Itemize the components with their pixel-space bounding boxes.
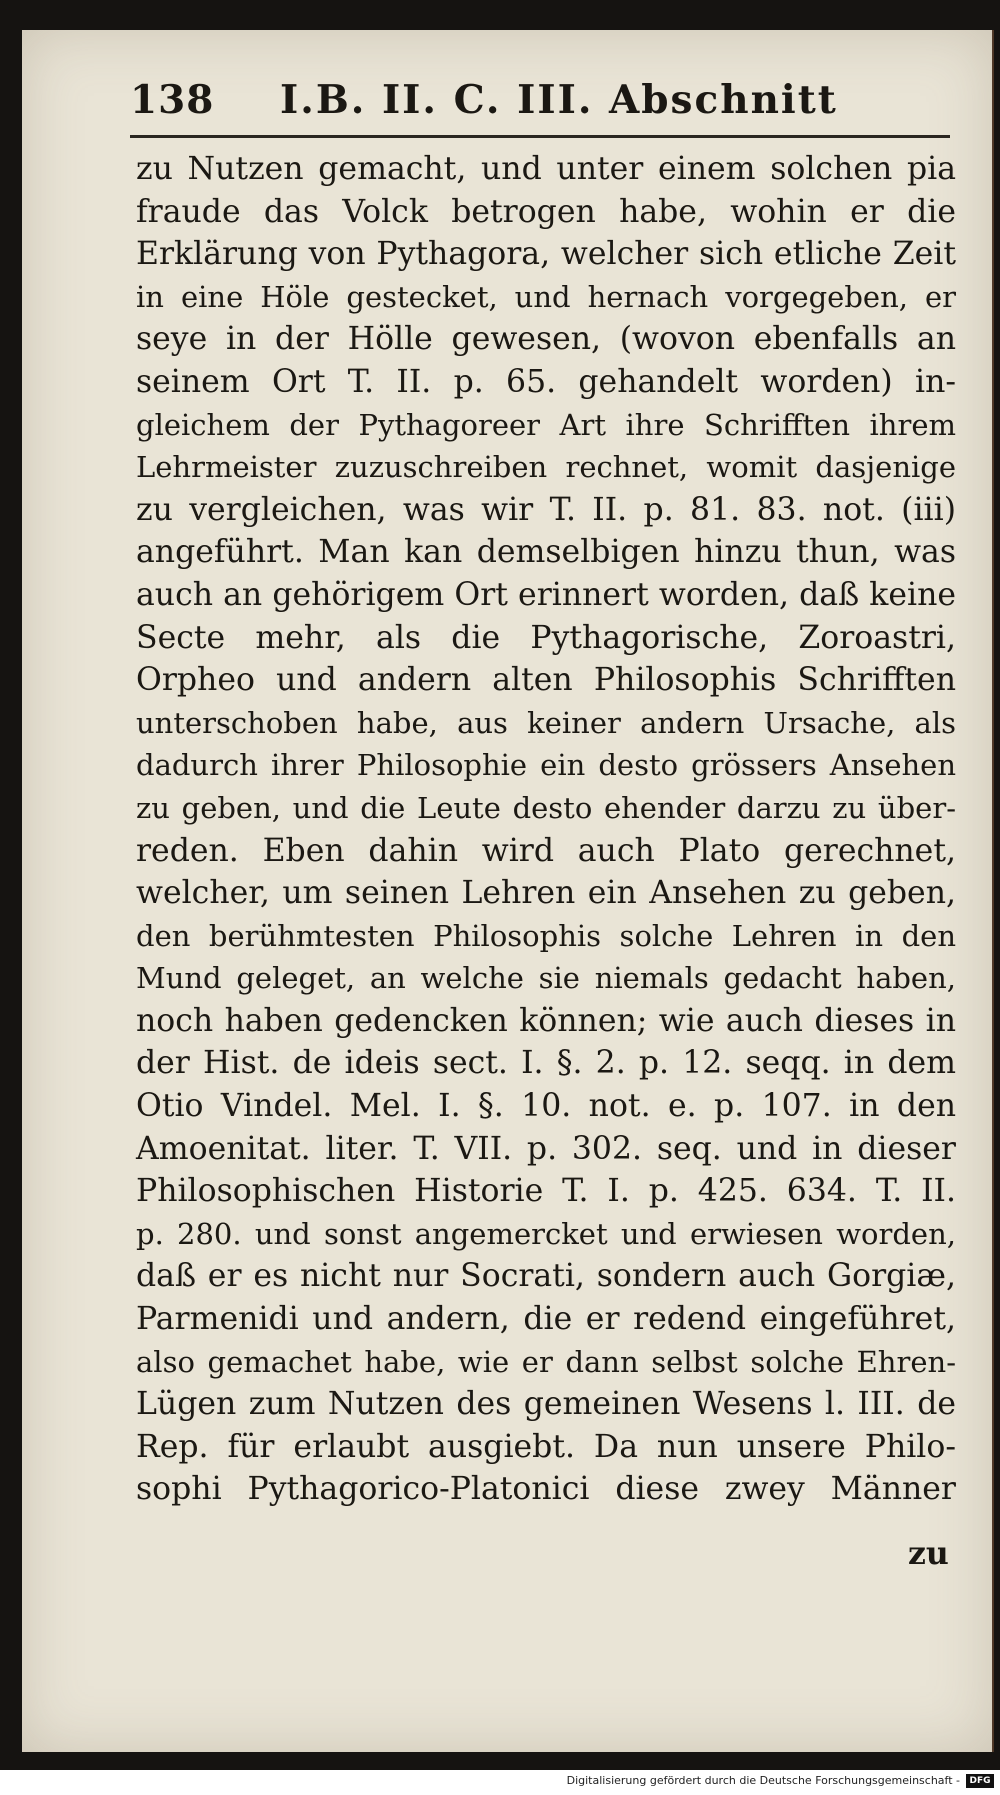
text-line: Lehrmeister zuzuschreiben rechnet, womit dasjenige: [136, 450, 956, 485]
text-line: unterschoben habe, aus keiner andern Ursache, als: [136, 705, 956, 740]
text-line: fraude das Volck betrogen habe, wohin er die: [136, 193, 956, 230]
funding-credit: Digitalisierung gefördert durch die Deutsche Forschungsgemeinschaft -: [566, 1774, 960, 1787]
text-line: seinem Ort T. II. p. 65. gehandelt worden) in-: [136, 363, 956, 400]
text-line: seye in der Hölle gewesen, (wovon ebenfalls an: [136, 321, 956, 358]
text-line: zu Nutzen gemacht, und unter einem solchen pia: [136, 151, 956, 187]
text-line: den berühmtesten Philosophis solche Lehren in den: [136, 918, 956, 953]
page-number: 138: [130, 77, 215, 123]
text-line: sophi Pythagorico-Platonici diese zwey Männer: [136, 1471, 956, 1508]
footer-bar: [0, 1770, 1000, 1795]
text-line: daß er es nicht nur Socrati, sondern auch Gorgiæ,: [136, 1258, 956, 1295]
text-line: Lügen zum Nutzen des gemeinen Wesens l. III. de: [136, 1386, 956, 1423]
dfg-logo: DFG: [966, 1774, 994, 1788]
text-line: Parmenidi und andern, die er redend eingeführet,: [136, 1301, 956, 1338]
page-header: [108, 70, 948, 140]
text-line: reden. Eben dahin wird auch Plato gerechnet,: [136, 832, 956, 869]
text-line: Orpheo und andern alten Philosophis Schrifften: [136, 662, 956, 699]
text-line: Amoenitat. liter. T. VII. p. 302. seq. und in dieser: [136, 1130, 956, 1167]
text-line: p. 280. und sonst angemercket und erwiesen worden,: [136, 1216, 956, 1251]
text-line: Otio Vindel. Mel. I. §. 10. not. e. p. 107. in den: [136, 1088, 956, 1125]
text-line: also gemachet habe, wie er dann selbst solche Ehren-: [136, 1344, 956, 1379]
text-line: Rep. für erlaubt ausgiebt. Da nun unsere Philo-: [136, 1428, 956, 1465]
text-line: der Hist. de ideis sect. I. §. 2. p. 12. seqq. in dem: [136, 1045, 956, 1082]
catchword: zu: [908, 1535, 949, 1572]
running-head: I.B. II. C. III. Abschnitt: [280, 77, 838, 123]
text-line: zu geben, und die Leute desto ehender darzu zu über-: [136, 790, 956, 825]
text-line: Erklärung von Pythagora, welcher sich etliche Zeit: [136, 236, 956, 273]
text-line: dadurch ihrer Philosophie ein desto grössers Ansehen: [136, 748, 956, 783]
text-line: Secte mehr, als die Pythagorische, Zoroastri,: [136, 619, 956, 656]
text-line: welcher, um seinen Lehren ein Ansehen zu geben,: [136, 875, 956, 912]
text-line: Philosophischen Historie T. I. p. 425. 634. T. II.: [136, 1173, 956, 1210]
text-line: Mund geleget, an welche sie niemals gedacht haben,: [136, 961, 956, 996]
text-line: noch haben gedencken können; wie auch dieses in: [136, 1002, 956, 1039]
body-text: [136, 148, 956, 1511]
header-rule: [130, 135, 950, 138]
text-line: zu vergleichen, was wir T. II. p. 81. 83. not. (iii): [136, 491, 956, 528]
text-line: in eine Höle gestecket, und hernach vorgegeben, er: [136, 279, 956, 314]
text-line: angeführt. Man kan demselbigen hinzu thun, was: [136, 534, 956, 571]
text-line: gleichem der Pythagoreer Art ihre Schrifften ihrem: [136, 407, 956, 442]
text-line: auch an gehörigem Ort erinnert worden, daß keine: [136, 576, 956, 613]
